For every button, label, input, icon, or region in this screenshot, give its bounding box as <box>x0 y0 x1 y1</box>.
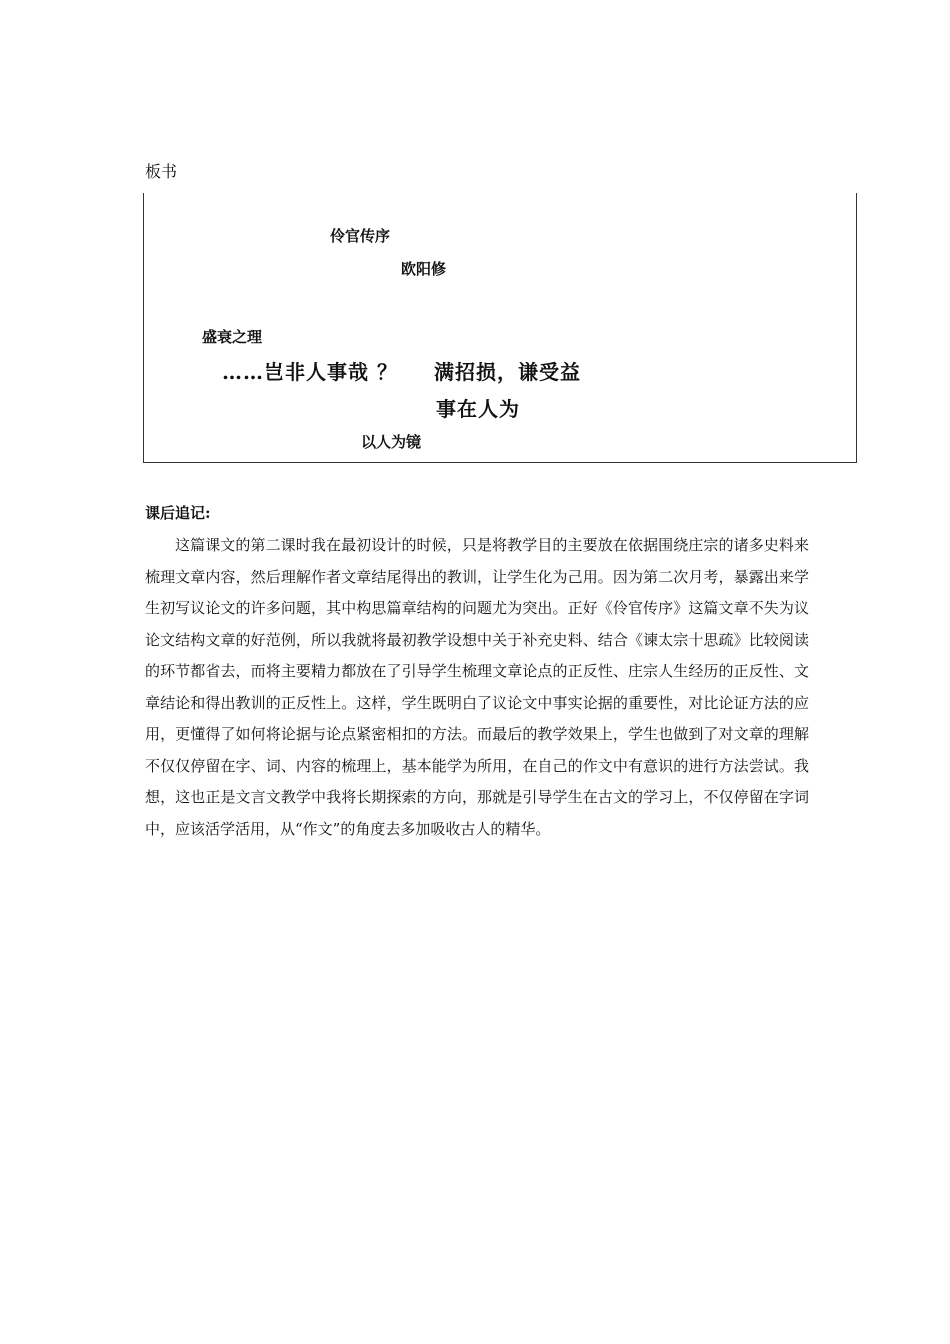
board-title: 伶官传序 <box>330 227 391 245</box>
board-question: ……岂非人事哉 ？ <box>222 360 398 384</box>
board-maxim: 满招损，谦受益 <box>434 360 581 384</box>
notes-body: 这篇课文的第二课时我在最初设计的时候，只是将教学目的主要放在依据围绕庄宗的诸多史料来梳理文章内容，然后理解作者文章结尾得出的教训，让学生化为己用。因为第二次月考，暴露出来学生初写议论文的许多问题，其中构思篇章结构的问题尤为突出。正好《伶官传序》这篇文章不失为议论文结构文章的好范例，所以我就将最初教学设想中关于补充史料、结合《谏太宗十思疏》比较阅读的环节都省去，而将主要精力都放在了引导学生梳理文章论点的正反性、庄宗人生经历的正反性、文章结论和得出教训的正反性上。这样，学生既明白了议论文中事实论据的重要性，对比论证方法的应用，更懂得了如何将论据与论点紧密相扣的方法。而最后的教学效果上，学生也做到了对文章的理解不仅仅停留在字、词、内容的梳理上，基本能学为所用，在自己的作文中有意识的进行方法尝试。我想，这也正是文言文教学中我将长期探索的方向，那就是引导学生在古文的学习上，不仅停留在字词中，应该活学活用，从“作文”的角度去多加吸收古人的精华。 <box>145 536 809 838</box>
notes-title: 课后追记: <box>145 504 211 522</box>
board-human-factor: 事在人为 <box>436 397 520 421</box>
board-author: 欧阳修 <box>401 260 447 278</box>
board-mirror: 以人为镜 <box>361 433 422 451</box>
blackboard-box <box>143 193 857 463</box>
blackboard-section-label: 板书 <box>145 162 178 181</box>
board-theme: 盛衰之理 <box>202 328 263 346</box>
